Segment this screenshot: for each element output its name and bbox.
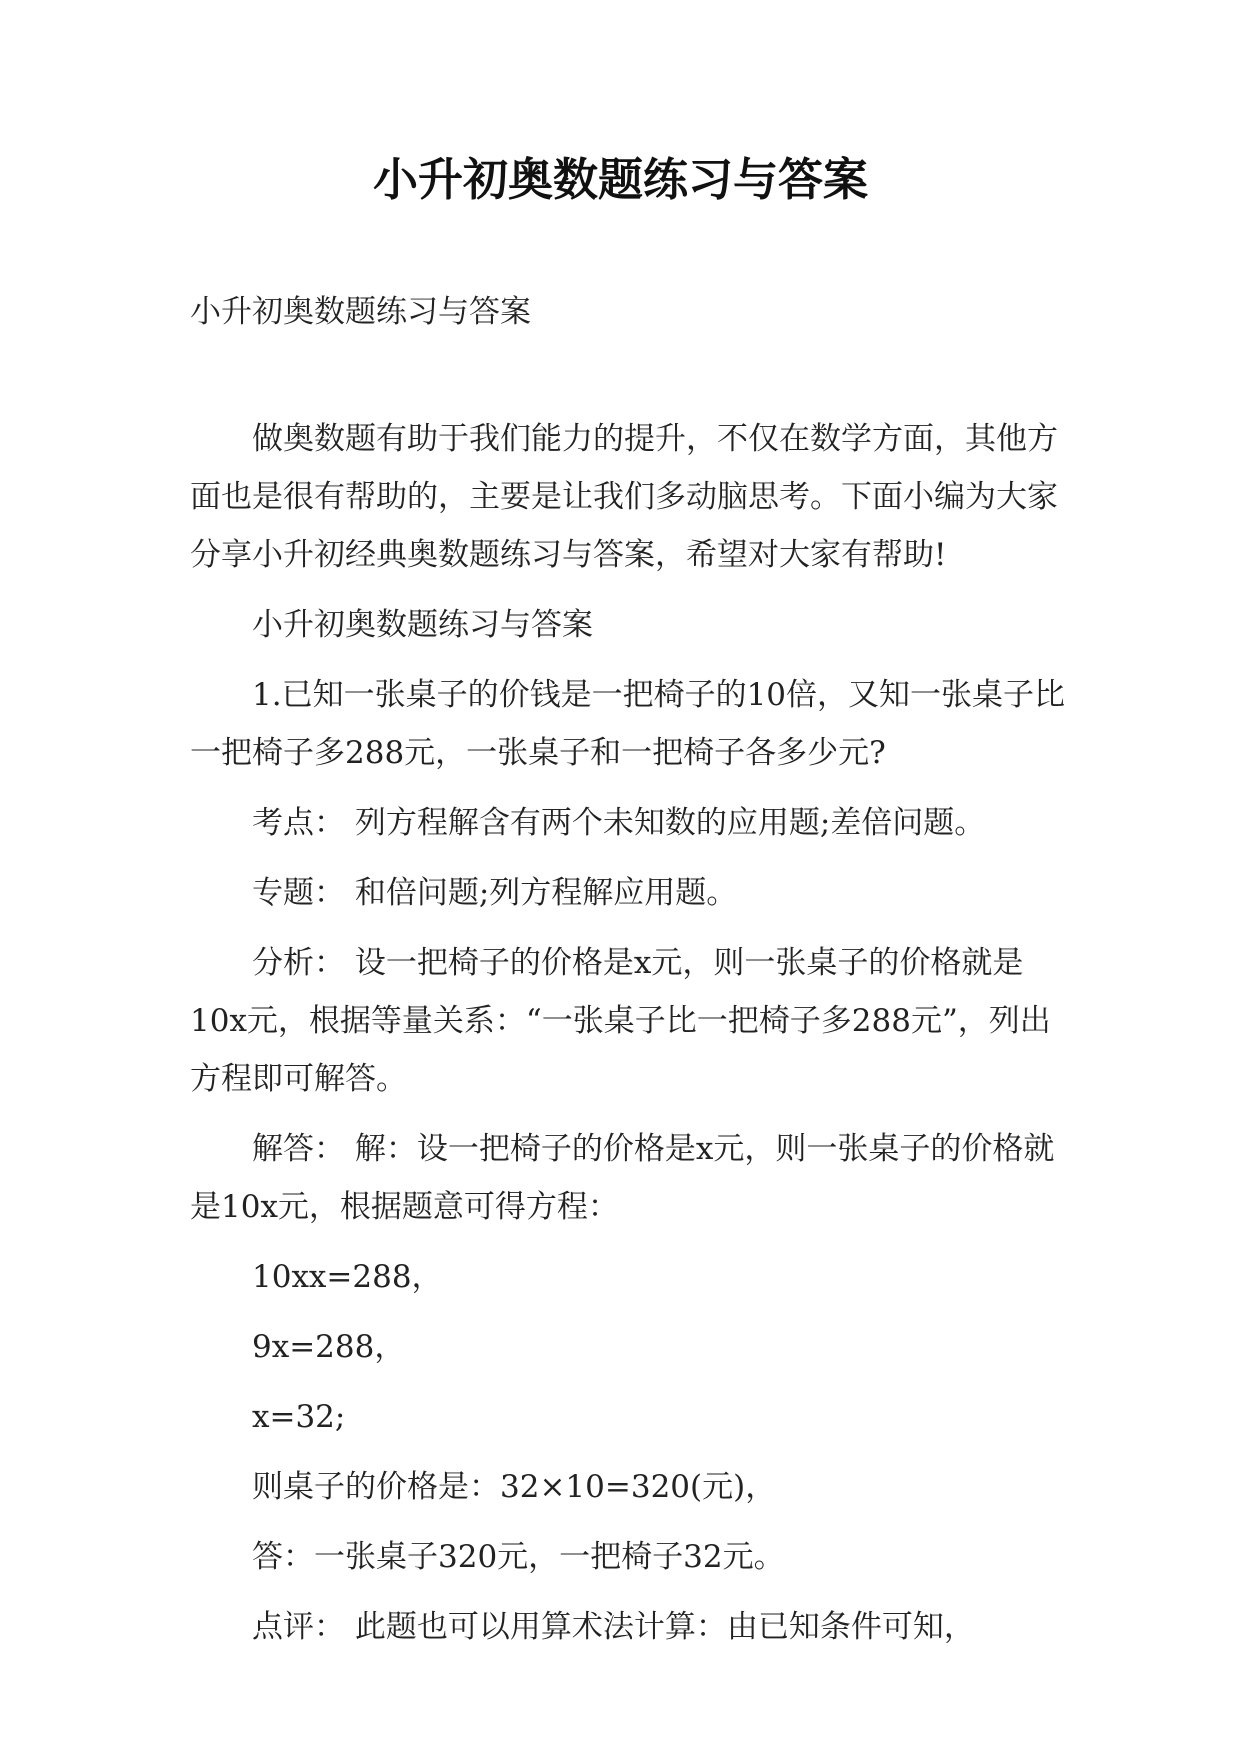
question-paragraph: 1.已知一张桌子的价钱是一把椅子的10倍，又知一张桌子比一把椅子多288元，一张桌子和一把椅子各多少元? — [190, 677, 1066, 771]
equation-line: x=32; — [252, 1399, 346, 1435]
answer-line: 答：一张桌子320元，一把椅子32元。 — [252, 1539, 785, 1575]
document-subtitle: 小升初奥数题练习与答案 — [190, 294, 531, 330]
comment-paragraph: 点评： 此题也可以用算术法计算：由已知条件可知， — [252, 1609, 975, 1645]
equation-line: 10xx=288， — [252, 1259, 443, 1295]
intro-paragraph: 做奥数题有助于我们能力的提升，不仅在数学方面，其他方面也是很有帮助的，主要是让我们多动脑思考。下面小编为大家分享小升初经典奥数题练习与答案，希望对大家有帮助! — [190, 421, 1058, 573]
exam-point-paragraph: 考点： 列方程解含有两个未知数的应用题;差倍问题。 — [252, 805, 986, 841]
document-body — [190, 410, 1070, 1656]
calculation-line: 则桌子的价格是：32×10=320(元)， — [252, 1469, 777, 1505]
section-heading: 小升初奥数题练习与答案 — [252, 607, 593, 643]
solution-paragraph: 解答： 解：设一把椅子的价格是x元，则一张桌子的价格就是10x元，根据题意可得方程： — [190, 1131, 1055, 1225]
analysis-paragraph: 分析： 设一把椅子的价格是x元，则一张桌子的价格就是10x元，根据等量关系：“一张桌子比一把椅子多288元”，列出方程即可解答。 — [190, 945, 1051, 1097]
document-title: 小升初奥数题练习与答案 — [372, 153, 868, 206]
topic-paragraph: 专题： 和倍问题;列方程解应用题。 — [252, 875, 738, 911]
equation-line: 9x=288， — [252, 1329, 406, 1365]
